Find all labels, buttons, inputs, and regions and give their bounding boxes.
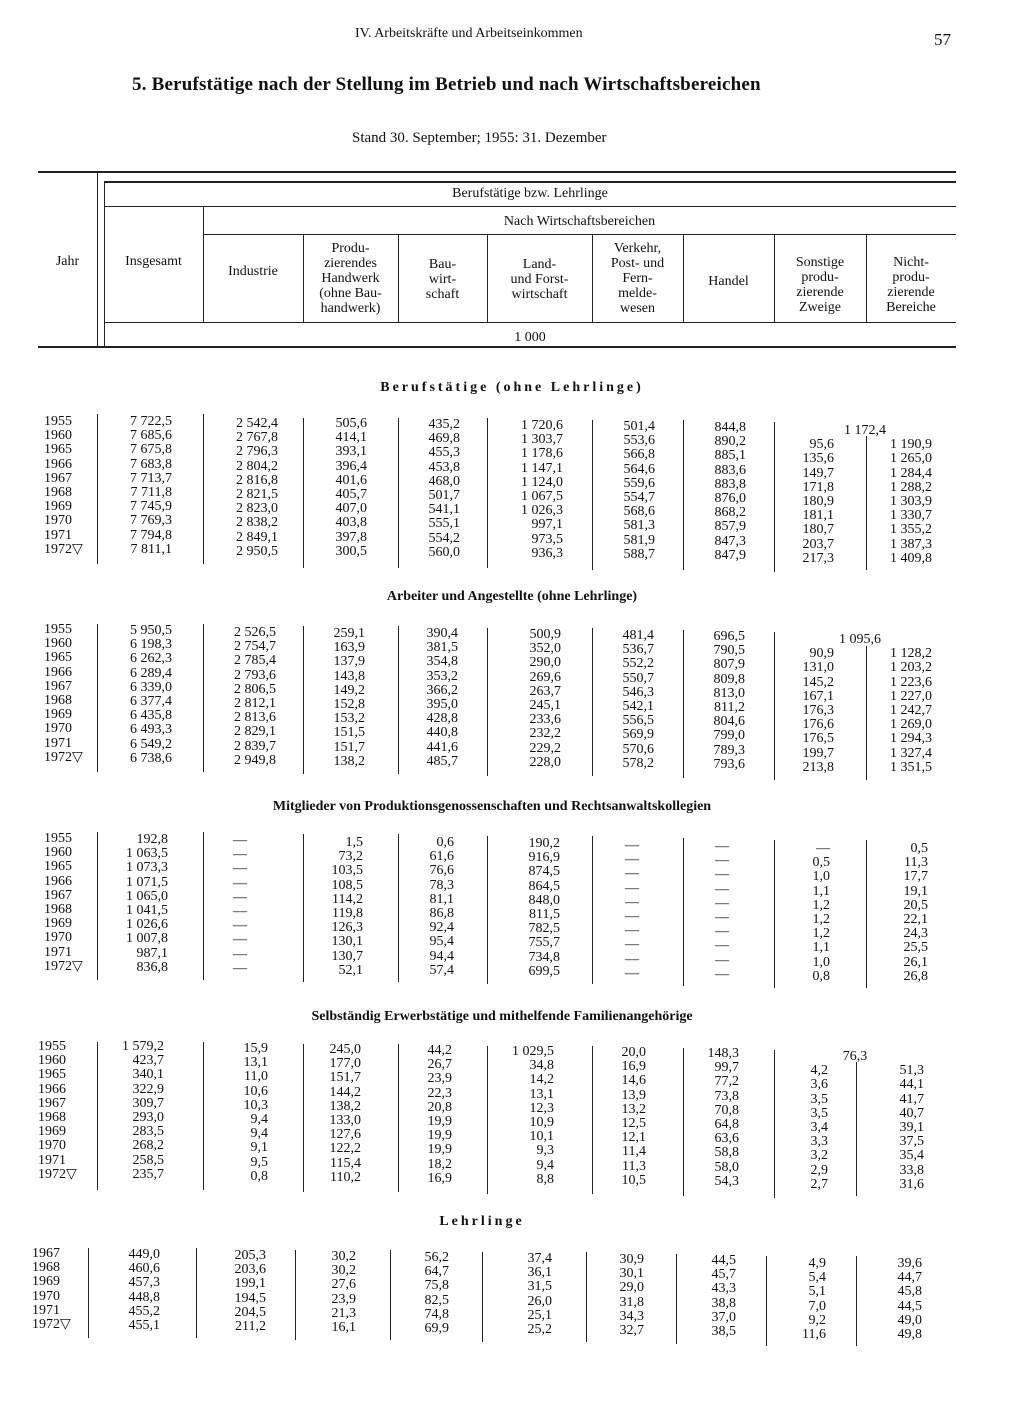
header-unit: 1 000 [514, 330, 546, 345]
year-column: 1955 1960 1965 1966 1967 1968 1969 1970 1971 1972▽ [44, 414, 83, 557]
section-divider [487, 628, 488, 776]
header-group-berufstaetige: Berufstätige bzw. Lehrlinge [452, 186, 608, 201]
insgesamt-column: 5 950,5 6 198,3 6 262,3 6 289,4 6 339,0 6 377,4 6 435,8 6 493,3 6 549,2 6 738,6 [130, 623, 172, 766]
verkehr-column: 481,4 536,7 552,2 550,7 546,3 542,1 556,5 569,9 570,6 578,2 [622, 628, 654, 771]
industrie-column: 2 526,5 2 754,7 2 785,4 2 793,6 2 806,5 2 812,1 2 813,6 2 829,1 2 839,7 2 949,8 [234, 625, 276, 768]
section-divider [683, 420, 684, 570]
running-header: IV. Arbeitskräfte und Arbeitseinkommen [355, 26, 583, 41]
header-rule-3 [203, 234, 956, 235]
section-divider [866, 436, 867, 570]
handwerk-column: 1,5 73,2 103,5 108,5 114,2 119,8 126,3 130,1 130,7 52,1 [331, 835, 363, 978]
combined-value: 76,3 [842, 1049, 868, 1064]
handwerk-column: 30,2 30,2 27,6 23,9 21,3 16,1 [331, 1249, 356, 1336]
section-divider [487, 1046, 488, 1194]
year-column: 1967 1968 1969 1970 1971 1972▽ [32, 1246, 71, 1333]
section-divider [303, 626, 304, 774]
section-divider [592, 836, 593, 984]
industrie-column: — — — — — — — — — — [233, 833, 247, 976]
header-rule-2 [104, 206, 956, 207]
section-divider [487, 836, 488, 984]
section-title: Mitglieder von Produktionsgenossenschaften und Rechtsanwaltskollegien [272, 799, 712, 814]
section-divider [856, 1256, 857, 1346]
section-divider [592, 628, 593, 776]
section-divider [303, 1044, 304, 1192]
header-group-wirtschaftsbereiche: Nach Wirtschaftsbereichen [503, 214, 656, 229]
handwerk-column: 245,0 177,0 151,7 144,2 138,2 133,0 127,6 122,2 115,4 110,2 [329, 1042, 361, 1185]
handel-column: 44,5 45,7 43,3 38,8 37,0 38,5 [711, 1253, 736, 1340]
section-divider [676, 1254, 677, 1344]
section-divider [295, 1250, 296, 1340]
handel-column: 696,5 790,5 807,9 809,8 813,0 811,2 804,6 799,0 789,3 793,6 [713, 629, 745, 772]
section-divider [774, 632, 775, 780]
section-divider [683, 838, 684, 986]
nicht-column: 51,3 44,1 41,7 40,7 39,1 37,5 35,4 33,8 31,6 [899, 1063, 924, 1192]
header-industrie: Industrie [228, 264, 278, 279]
section-divider [398, 626, 399, 774]
header-land-forst: Land- und Forst- wirtschaft [510, 257, 569, 302]
section-divider [97, 1042, 98, 1190]
header-jahr: Jahr [55, 254, 80, 269]
year-column: 1955 1960 1965 1966 1967 1968 1969 1970 1971 1972▽ [38, 1039, 77, 1182]
section-divider [592, 1046, 593, 1194]
year-column: 1955 1960 1965 1966 1967 1968 1969 1970 1971 1972▽ [44, 831, 83, 974]
section-divider [203, 1042, 204, 1190]
page-number: 57 [934, 30, 951, 49]
sonstige-column: — 0,5 1,0 1,1 1,2 1,2 1,2 1,1 1,0 0,8 [812, 841, 830, 984]
section-divider [774, 1050, 775, 1198]
sonstige-column: 4,2 3,6 3,5 3,5 3,4 3,3 3,2 2,9 2,7 [810, 1063, 828, 1192]
sonstige-column: 4,9 5,4 5,1 7,0 9,2 11,6 [802, 1256, 826, 1343]
nicht-column: 39,6 44,7 45,8 44,5 49,0 49,8 [897, 1256, 922, 1343]
nicht-column: 0,5 11,3 17,7 19,1 20,5 22,1 24,3 25,5 26,1 26,8 [903, 841, 928, 984]
page-title: 5. Berufstätige nach der Stellung im Betrieb und nach Wirtschaftsbereichen [132, 74, 761, 95]
section-divider [398, 418, 399, 568]
bau-column: 44,2 26,7 23,9 22,3 20,8 19,9 19,9 19,9 18,2 16,9 [427, 1043, 452, 1186]
section-divider [196, 1248, 197, 1338]
section-divider [97, 832, 98, 980]
header-handel: Handel [708, 274, 749, 289]
section-title: Berufstätige (ohne Lehrlinge) [380, 380, 644, 395]
header-divider-1 [97, 171, 98, 346]
header-nichtproduzierend: Nicht- produ- zierende Bereiche [886, 255, 936, 315]
section-divider [683, 630, 684, 778]
section-divider [203, 832, 204, 980]
header-insgesamt: Insgesamt [125, 254, 182, 269]
section-title: Arbeiter und Angestellte (ohne Lehrlinge) [386, 589, 638, 604]
verkehr-column: — — — — — — — — — — [625, 838, 639, 981]
industrie-column: 2 542,4 2 767,8 2 796,3 2 804,2 2 816,8 2 821,5 2 823,0 2 838,2 2 849,1 2 950,5 [236, 416, 278, 559]
section-divider [398, 834, 399, 982]
handel-column: — — — — — — — — — — [715, 839, 729, 982]
insgesamt-column: 7 722,5 7 685,6 7 675,8 7 683,8 7 713,7 7 711,8 7 745,9 7 769,3 7 794,8 7 811,1 [130, 414, 172, 557]
section-divider [774, 840, 775, 988]
section-divider [303, 418, 304, 568]
bau-column: 435,2 469,8 455,3 453,8 468,0 501,7 541,1 555,1 554,2 560,0 [428, 417, 460, 560]
section-divider [97, 414, 98, 564]
header-top-rule [38, 171, 956, 173]
verkehr-column: 20,0 16,9 14,6 13,9 13,2 12,5 12,1 11,4 11,3 10,5 [621, 1045, 646, 1188]
header-rule-4 [104, 322, 956, 323]
section-divider [390, 1250, 391, 1340]
verkehr-column: 501,4 553,6 566,8 564,6 559,6 554,7 568,6 581,3 581,9 588,7 [623, 419, 655, 562]
industrie-column: 15,9 13,1 11,0 10,6 10,3 9,4 9,4 9,1 9,5 0,8 [243, 1041, 268, 1184]
header-handwerk: Produ- zierendes Handwerk (ohne Bau- handwerk) [319, 241, 382, 316]
section-divider [203, 624, 204, 772]
nicht-column: 1 190,9 1 265,0 1 284,4 1 288,2 1 303,9 1 330,7 1 355,2 1 387,3 1 409,8 [890, 437, 932, 566]
land-column: 1 029,5 34,8 14,2 13,1 12,3 10,9 10,1 9,3 9,4 8,8 [512, 1044, 554, 1187]
combined-value: 1 172,4 [844, 423, 886, 438]
section-divider [88, 1248, 89, 1338]
insgesamt-column: 449,0 460,6 457,3 448,8 455,2 455,1 [128, 1247, 160, 1334]
header-bottom-rule [38, 346, 956, 348]
section-divider [766, 1256, 767, 1346]
section-divider [487, 418, 488, 568]
handwerk-column: 505,6 414,1 393,1 396,4 401,6 405,7 407,0 403,8 397,8 300,5 [335, 416, 367, 559]
section-divider [398, 1044, 399, 1192]
land-column: 500,9 352,0 290,0 269,6 263,7 245,1 233,6 232,2 229,2 228,0 [529, 627, 561, 770]
section-divider [203, 414, 204, 564]
land-column: 190,2 916,9 874,5 864,5 848,0 811,5 782,5 755,7 734,8 699,5 [528, 836, 560, 979]
section-divider [482, 1252, 483, 1342]
section-divider [856, 1062, 857, 1196]
section-divider [866, 840, 867, 988]
bau-column: 0,6 61,6 76,6 78,3 81,1 86,8 92,4 95,4 94,4 57,4 [429, 835, 454, 978]
bau-column: 56,2 64,7 75,8 82,5 74,8 69,9 [424, 1250, 449, 1337]
header-bauwirtschaft: Bau- wirt- schaft [425, 257, 460, 302]
combined-value: 1 095,6 [839, 632, 881, 647]
bau-column: 390,4 381,5 354,8 353,2 366,2 395,0 428,8 440,8 441,6 485,7 [426, 626, 458, 769]
handwerk-column: 259,1 163,9 137,9 143,8 149,2 152,8 153,2 151,5 151,7 138,2 [333, 626, 365, 769]
insgesamt-column: 1 579,2 423,7 340,1 322,9 309,7 293,0 283,5 268,2 258,5 235,7 [122, 1039, 164, 1182]
sonstige-column: 90,9 131,0 145,2 167,1 176,3 176,6 176,5 199,7 213,8 [802, 646, 834, 775]
header-verkehr: Verkehr, Post- und Fern- melde- wesen [610, 241, 665, 316]
land-column: 37,4 36,1 31,5 26,0 25,1 25,2 [527, 1251, 552, 1338]
header-sonstige: Sonstige produ- zierende Zweige [795, 255, 845, 315]
sonstige-column: 95,6 135,6 149,7 171,8 180,9 181,1 180,7 203,7 217,3 [802, 437, 834, 566]
section-divider [866, 646, 867, 780]
handel-column: 148,3 99,7 77,2 73,8 70,8 64,8 63,6 58,8 58,0 54,3 [707, 1046, 739, 1189]
year-column: 1955 1960 1965 1966 1967 1968 1969 1970 1971 1972▽ [44, 622, 83, 765]
section-title: Lehrlinge [439, 1214, 525, 1229]
nicht-column: 1 128,2 1 203,2 1 223,6 1 227,0 1 242,7 1 269,0 1 294,3 1 327,4 1 351,5 [890, 646, 932, 775]
industrie-column: 205,3 203,6 199,1 194,5 204,5 211,2 [234, 1248, 266, 1335]
section-divider [592, 420, 593, 570]
header-rule-1 [104, 181, 956, 183]
land-column: 1 720,6 1 303,7 1 178,6 1 147,1 1 124,0 1 067,5 1 026,3 997,1 973,5 936,3 [521, 418, 563, 561]
section-title: Selbständig Erwerbstätige und mithelfende Familienangehörige [311, 1009, 693, 1024]
verkehr-column: 30,9 30,1 29,0 31,8 34,3 32,7 [619, 1252, 644, 1339]
subtitle: Stand 30. September; 1955: 31. Dezember [352, 130, 607, 146]
section-divider [683, 1048, 684, 1196]
section-divider [97, 624, 98, 772]
section-divider [586, 1252, 587, 1342]
insgesamt-column: 192,8 1 063,5 1 073,3 1 071,5 1 065,0 1 041,5 1 026,6 1 007,8 987,1 836,8 [126, 832, 168, 975]
handel-column: 844,8 890,2 885,1 883,6 883,8 876,0 868,2 857,9 847,3 847,9 [714, 420, 746, 563]
section-divider [774, 422, 775, 572]
section-divider [303, 834, 304, 982]
